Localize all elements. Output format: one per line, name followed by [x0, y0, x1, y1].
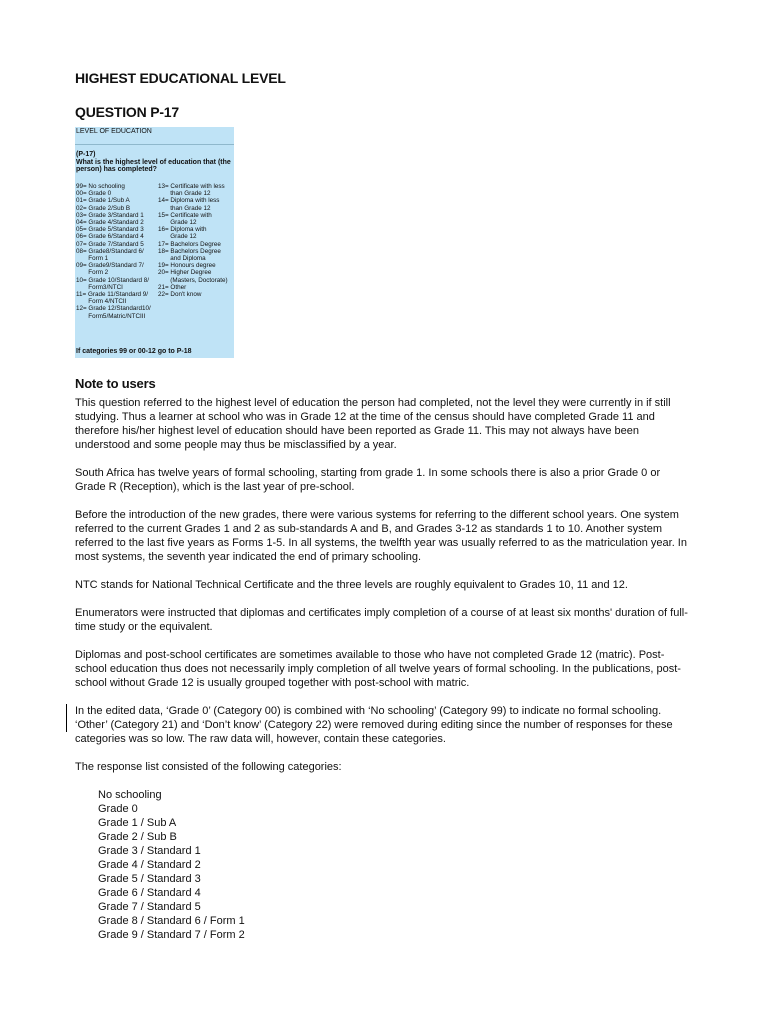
paragraph: This question referred to the highest level of education the person had completed, not the level they were currently in if still studying. Thus a learner at school who was in Grade 12 at the time of the census should have completed Grade 11 and therefore his/her highest level of education should have been reported as Grade 11. This may not always have been understood and some people may thus be misclassified by a year.: [75, 397, 671, 451]
answer-option: 01= Grade 1/Sub A: [76, 197, 130, 205]
list-item: No schooling: [98, 789, 162, 801]
page-title: HIGHEST EDUCATIONAL LEVEL: [75, 70, 286, 86]
answer-option: 04= Grade 4/Standard 2: [76, 219, 144, 227]
answer-option: 08= Grade8/Standard 6/ Form 1: [76, 247, 144, 263]
answer-option: 05= Grade 5/Standard 3: [76, 226, 144, 234]
answer-option: 03= Grade 3/Standard 1: [76, 211, 144, 219]
answer-option: 13= Certificate with less than Grade 12: [158, 183, 225, 198]
paragraph: Before the introduction of the new grades, there were various systems for referring to the different school years. One system referred to the current Grades 1 and 2 as sub-standards A and B, and Grades 3-12 as standards 1 to 10. Another system referred to the last five years as Forms 1-5. In all systems, the twelfth year was usually referred to as the matriculation year. In most systems, the seventh year indicated the end of primary schooling.: [75, 509, 687, 563]
answer-option: 12= Grade 12/Standard10/ Form5/Matric/NTCIII: [76, 305, 151, 320]
list-item: Grade 6 / Standard 4: [98, 887, 201, 899]
answer-option: 17= Bachelors Degree: [158, 240, 221, 248]
text-cursor: [66, 704, 67, 732]
list-item: Grade 9 / Standard 7 / Form 2: [98, 929, 245, 941]
paragraph: NTC stands for National Technical Certificate and the three levels are roughly equivalent to Grades 10, 11 and 12.: [75, 579, 628, 591]
note-heading: Note to users: [75, 376, 156, 391]
answer-option: 20= Higher Degree (Masters, Doctorate): [158, 269, 228, 284]
answer-option: 99= No schooling: [76, 183, 125, 190]
list-item: Grade 0: [98, 803, 138, 815]
answer-option: 19= Honours degree: [158, 262, 216, 270]
answer-option: 06= Grade 6/Standard 4: [76, 233, 144, 241]
paragraph-edited-data: [75, 704, 690, 746]
answer-option: 11= Grade 11/Standard 9/ Form 4/NTCII: [76, 291, 149, 306]
paragraph: South Africa has twelve years of formal schooling, starting from grade 1. In some schools there is also a prior Grade 0 or Grade R (Reception), which is the last year of pre-school.: [75, 467, 661, 493]
question-heading: QUESTION P-17: [75, 104, 179, 120]
questionnaire-header: LEVEL OF EDUCATION: [75, 127, 234, 145]
question-text: What is the highest level of education that (the person) has completed?: [76, 158, 231, 174]
paragraph: Diplomas and post-school certificates are sometimes available to those who have not completed Grade 12 (matric). Post-school education thus does not necessarily imply completion of all twelve years of formal schooling. In the publications, post-school without Grade 12 is usually grouped together with post-school with matric.: [75, 649, 681, 689]
answer-option: 16= Diploma with Grade 12: [158, 226, 207, 241]
list-item: Grade 7 / Standard 5: [98, 901, 201, 913]
paragraph: Enumerators were instructed that diplomas and certificates imply completion of a course of at least six months' duration of full-time study or the equivalent.: [75, 607, 688, 633]
answer-options-right: [158, 183, 234, 298]
answer-option: 22= Don't know: [158, 291, 202, 299]
answer-option: 07= Grade 7/Standard 5: [76, 240, 144, 248]
list-item: Grade 8 / Standard 6 / Form 1: [98, 915, 245, 927]
list-item: Grade 2 / Sub B: [98, 831, 177, 843]
answer-option: 14= Diploma with less than Grade 12: [158, 197, 220, 212]
response-category-list: [75, 788, 690, 942]
list-item: Grade 4 / Standard 2: [98, 859, 201, 871]
answer-options-left: [76, 183, 158, 320]
list-item: Grade 3 / Standard 1: [98, 845, 201, 857]
answer-option: 09= Grade9/Standard 7/ Form 2: [76, 262, 144, 277]
question-code: (P-17): [76, 151, 96, 158]
paragraph: The response list consisted of the following categories:: [75, 761, 342, 773]
answer-option: 00= Grade 0: [76, 190, 112, 198]
answer-option: 10= Grade 10/Standard 8/ Form3/NTCI: [76, 276, 149, 291]
list-item: Grade 5 / Standard 3: [98, 873, 201, 885]
answer-option: 02= Grade 2/Sub B: [76, 204, 131, 212]
note-body: [75, 396, 690, 942]
list-item: Grade 1 / Sub A: [98, 817, 177, 829]
answer-option: 18= Bachelors Degree and Diploma: [158, 247, 221, 263]
paragraph-text: In the edited data, ‘Grade 0’ (Category 00) is combined with ‘No schooling’ (Category 99) to indicate no formal schooling. ‘Other’ (Category 21) and ‘Don’t know’ (Category 22) were removed during editing since the number of responses for these categories was so low. The raw data will, however, contain these categories.: [75, 705, 673, 745]
questionnaire-excerpt: [75, 127, 234, 358]
skip-instruction: If categories 99 or 00-12 go to P-18: [76, 348, 192, 356]
answer-option: 15= Certificate with Grade 12: [158, 211, 212, 227]
answer-option: 21= Other: [158, 283, 187, 291]
